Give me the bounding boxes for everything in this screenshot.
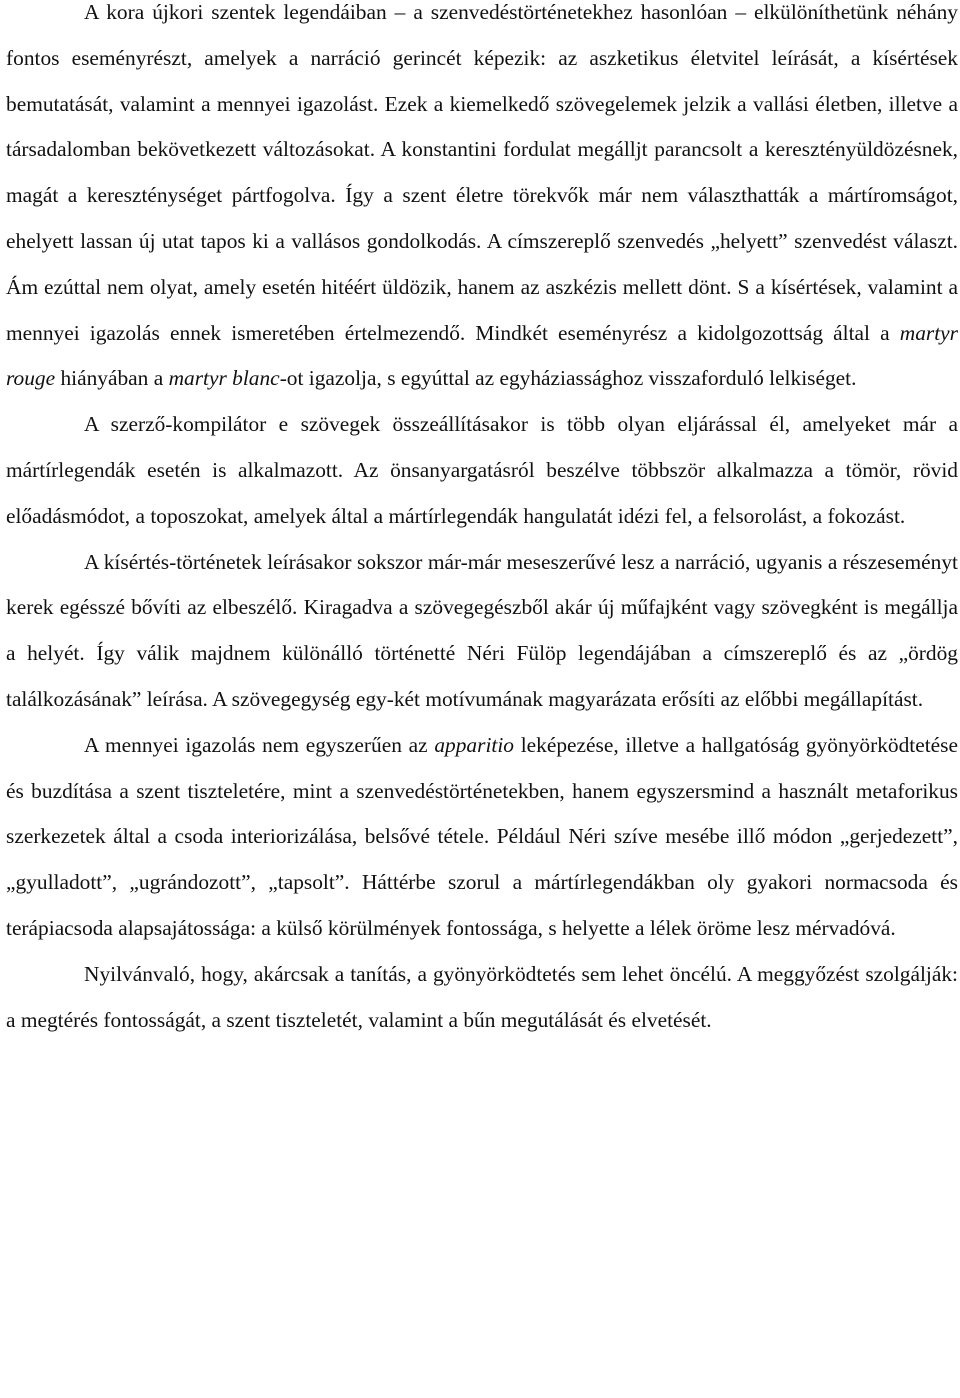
- paragraph-text: hiányában a: [55, 366, 169, 391]
- paragraph: [6, 0, 958, 402]
- paragraph-text: A kísértés-történetek leírásakor sokszor már-már meseszerűvé lesz a narráció, ugyanis a részeseményt kerek egésszé bővíti az elbeszélő. Kiragadva a szövegegészből akár új műfajként vagy szövegként is megállja a helyét. Így válik majdnem különálló történetté Néri Fülöp legendájában a címszereplő és az „ördög találkozásának” leírása. A szövegegység egy-két motívumának magyarázata erősíti az előbbi megállapítást.: [6, 549, 958, 711]
- paragraph-text: A kora újkori szentek legendáiban – a szenvedéstörténetekhez hasonlóan – elkülöníthetünk néhány fontos eseményrészt, amelyek a narráció gerincét képezik: az aszketikus életvitel leírását, a kísértések bemutatását, valamint a mennyei igazolást. Ezek a kiemelkedő szövegelemek jelzik a vallási életben, illetve a társadalomban bekövetkezett változásokat. A konstantini fordulat megálljt parancsolt a keresztényüldözésnek, magát a kereszténységet pártfogolva. Így a szent életre törekvők már nem választhatták a mártíromságot, ehelyett lassan új utat tapos ki a vallásos gondolkodás. A címszereplő szenvedés „helyett” szenvedést választ. Ám ezúttal nem olyat, amely esetén hitéért üldözik, hanem az aszkézis mellett dönt. S a kísértések, valamint a mennyei igazolás ennek ismeretében értelmezendő. Mindkét eseményrész a kidolgozottság által a: [6, 0, 958, 345]
- paragraph-text: A szerző-kompilátor e szövegek összeállításakor is több olyan eljárással él, amelyeket már a mártírlegendák esetén is alkalmazott. Az önsanyargatásról beszélve többször alkalmazza a tömör, rövid előadásmódot, a toposzokat, amelyek által a mártírlegendák hangulatát idézi fel, a felsorolást, a fokozást.: [6, 412, 958, 528]
- document-page: [6, 0, 958, 1043]
- paragraph: [6, 402, 958, 539]
- paragraph: [6, 723, 958, 952]
- paragraph: [6, 540, 958, 723]
- italic-term: martyr blanc: [168, 366, 280, 391]
- italic-term: apparitio: [434, 732, 514, 757]
- paragraph-text: -ot igazolja, s egyúttal az egyháziassághoz visszaforduló lelkiséget.: [279, 366, 857, 391]
- italic-term: martyr rouge: [6, 320, 958, 391]
- paragraph-text: Nyilvánvaló, hogy, akárcsak a tanítás, a gyönyörködtetés sem lehet öncélú. A meggyőzést szolgálják: a megtérés fontosságát, a szent tiszteletét, valamint a bűn megutálását és elvetését.: [6, 961, 958, 1032]
- paragraph-text: leképezése, illetve a hallgatóság gyönyörködtetése és buzdítása a szent tiszteletére, mint a szenvedéstörténetekben, hanem egyszersmind a használt metaforikus szerkezetek által a csoda interiorizálása, belsővé tétele. Például Néri szíve mesébe illő módon „gerjedezett”, „gyulladott”, „ugrándozott”, „tapsolt”. Háttérbe szorul a mártírlegendákban oly gyakori normacsoda és terápiacsoda alapsajátossága: a külső körülmények fontossága, s helyette a lélek öröme lesz mérvadóvá.: [6, 732, 958, 940]
- paragraph-text: A mennyei igazolás nem egyszerűen az: [84, 732, 435, 757]
- paragraph: [6, 952, 958, 1044]
